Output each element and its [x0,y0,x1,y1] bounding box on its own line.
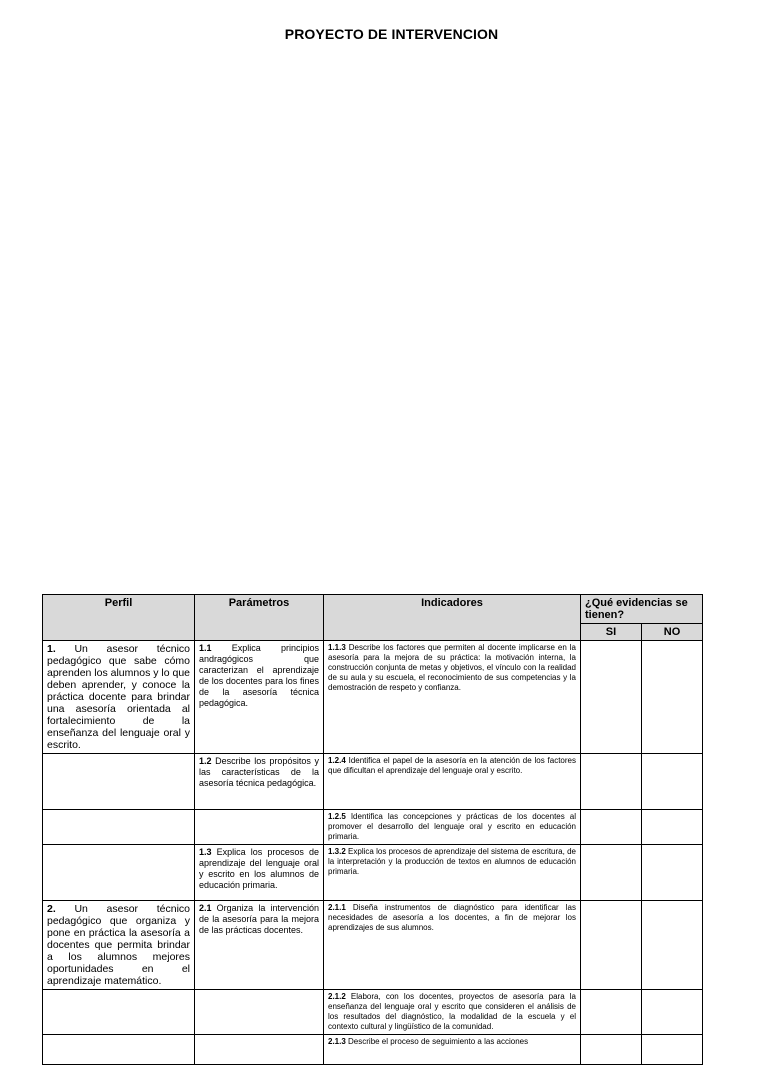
header-parametros: Parámetros [195,595,324,641]
indicador-text: Elabora, con los docentes, proyectos de asesoría para la enseñanza del lenguaje oral y escrito que consideren el análisis de los resultados del diagnóstico, la modalidad de la escuela y el contexto cultural y lingüístico de la comunidad. [328,992,576,1031]
indicador-text: Identifica las concepciones y prácticas de los docentes al promover el desarrollo del lenguaje oral y escrito en educación primaria. [328,812,576,841]
perfil-text: Un asesor técnico pedagógico que organiza y pone en práctica la asesoría a docentes que permita brindar a los alumnos mejores oportunidades en el aprendizaje matemático. [47,903,190,987]
parametro-text: Organiza la intervención de la asesoría para la mejora de las prácticas docentes. [199,903,319,935]
table-row [43,810,703,845]
perfil-text: Un asesor técnico pedagógico que sabe cómo aprenden los alumnos y lo que deben aprender, y conoce la práctica docente para brindar una asesoría orientada al fortalecimiento de la enseñanza del lenguaje oral y escrito. [47,643,191,751]
evidencia-no-cell[interactable] [642,990,703,1035]
perfil-cell [43,845,195,901]
parametro-text: Describe los propósitos y las características de la asesoría técnica pedagógica. [199,756,319,788]
perfil-cell [43,1035,195,1065]
parametro-cell [195,641,324,754]
evidencia-si-cell[interactable] [581,641,642,754]
indicador-text: Describe el proceso de seguimiento a las acciones [345,1037,529,1046]
evidencia-si-cell[interactable] [581,990,642,1035]
evidencia-si-cell[interactable] [581,754,642,810]
evidencia-no-cell[interactable] [642,641,703,754]
parametro-text: Explica principios andragógicos que caracterizan el aprendizaje de los docentes para los fines de la asesoría técnica pedagógica. [199,643,319,708]
indicador-cell [324,1035,581,1065]
evidencia-no-cell[interactable] [642,901,703,990]
table-row [43,641,703,754]
indicador-number: 2.1.3 [328,1037,346,1046]
indicador-number: 1.1.3 [328,643,346,652]
indicador-text: Explica los procesos de aprendizaje del sistema de escritura, de la interpretación y la producción de textos en alumnos de educación primaria. [328,847,576,876]
document-title: PROYECTO DE INTERVENCION [284,26,499,42]
evidencia-si-cell[interactable] [581,901,642,990]
parametro-number: 1.2 [199,756,212,766]
perfil-number: 1. [47,643,56,655]
evidencia-si-cell[interactable] [581,810,642,845]
header-indicadores: Indicadores [324,595,581,641]
evidencia-si-cell[interactable] [581,845,642,901]
indicador-cell [324,641,581,754]
parametro-cell [195,845,324,901]
perfil-cell [43,641,195,754]
evidencia-no-cell[interactable] [642,754,703,810]
table-row [43,990,703,1035]
perfil-cell [43,901,195,990]
header-evidencias: ¿Qué evidencias se tienen? [581,595,703,624]
indicador-number: 1.3.2 [328,847,346,856]
indicador-text: Identifica el papel de la asesoría en la atención de los factores que dificultan el aprendizaje del lenguaje oral y escrito. [328,756,576,775]
indicador-cell [324,990,581,1035]
evaluation-table [42,594,703,1065]
indicador-text: Describe los factores que permiten al docente implicarse en la asesoría para la mejora de su práctica: la motivación interna, la construcción conjunta de metas y objetivos, el vínculo con la realidad de su aula y su escuela, el reconocimiento de sus competencias y la demostración de respeto y confianza. [328,643,576,692]
evidencia-no-cell[interactable] [642,1035,703,1065]
parametro-text: Explica los procesos de aprendizaje del lenguaje oral y escrito en los alumnos de educación primaria. [199,847,319,890]
indicador-cell [324,754,581,810]
perfil-cell [43,754,195,810]
table-row [43,1035,703,1065]
perfil-cell [43,990,195,1035]
parametro-cell [195,754,324,810]
perfil-number: 2. [47,903,56,915]
parametro-cell [195,990,324,1035]
evidencia-no-cell[interactable] [642,845,703,901]
perfil-cell [43,810,195,845]
indicador-cell [324,845,581,901]
indicador-cell [324,901,581,990]
evidencia-no-cell[interactable] [642,810,703,845]
indicador-text: Diseña instrumentos de diagnóstico para identificar las necesidades de asesoría a los docentes, a fin de mejorar los aprendizajes de sus alumnos. [328,903,576,932]
header-perfil: Perfil [43,595,195,641]
parametro-cell [195,1035,324,1065]
header-si: SI [581,624,642,641]
parametro-number: 1.3 [199,847,212,857]
indicador-number: 2.1.2 [328,992,346,1001]
indicador-number: 1.2.5 [328,812,346,821]
indicador-cell [324,810,581,845]
parametro-number: 2.1 [199,903,212,913]
parametro-cell [195,810,324,845]
header-no: NO [642,624,703,641]
indicador-number: 2.1.1 [328,903,346,912]
parametro-number: 1.1 [199,643,212,653]
parametro-cell [195,901,324,990]
table-row [43,845,703,901]
evidencia-si-cell[interactable] [581,1035,642,1065]
indicador-number: 1.2.4 [328,756,346,765]
table-row [43,901,703,990]
table-row [43,754,703,810]
